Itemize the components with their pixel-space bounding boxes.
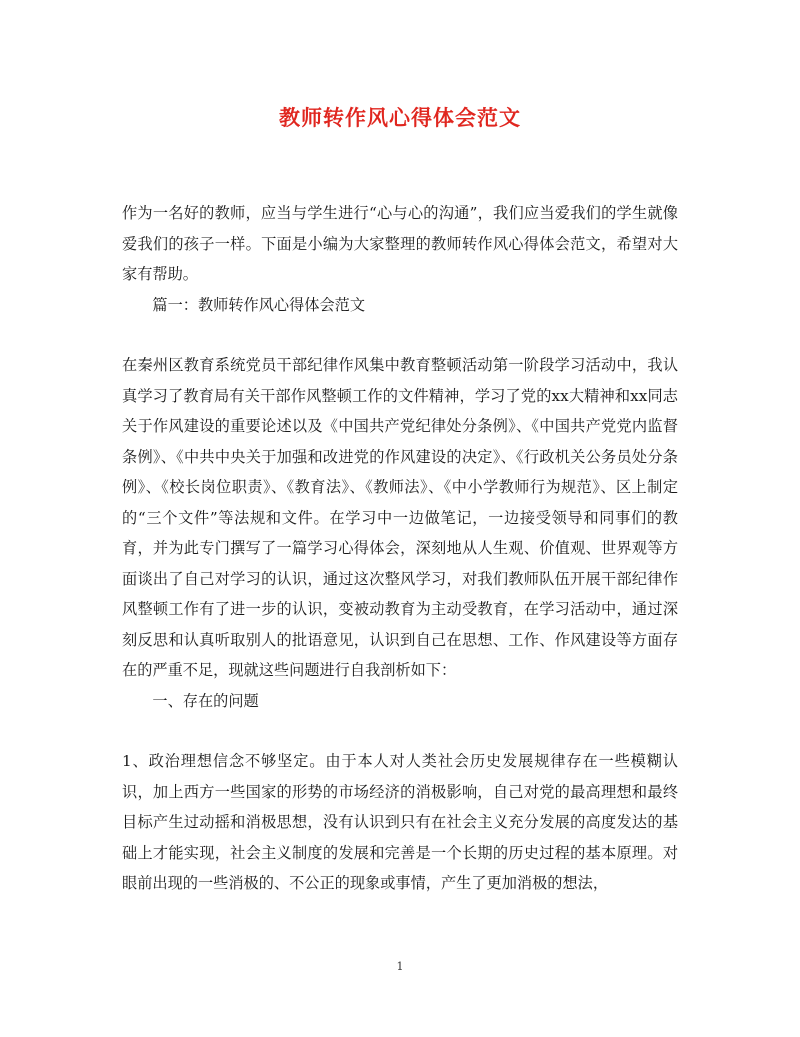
page-title: 教师转作风心得体会范文 <box>279 106 521 130</box>
intro-paragraph: 作为一名好的教师，应当与学生进行“心与心的沟通”，我们应当爱我们的学生就像爱我们的孩子一样。下面是小编为大家整理的教师转作风心得体会范文，希望对大家有帮助。 <box>122 204 678 283</box>
subheading: 一、存在的问题 <box>152 691 259 710</box>
spacer <box>122 320 678 350</box>
page-number: 1 <box>396 960 404 973</box>
body-paragraph: 在秦州区教育系统党员干部纪律作风集中教育整顿活动第一阶段学习活动中，我认真学习了教育局有关干部作风整顿工作的文件精神，学习了党的xx大精神和xx同志关于作风建设的重要论述以及《中国共产党纪律处分条例》、《中国共产党党内监督条例》、《中共中央关于加强和改进党的作风建设的决定》、《行政机关公务员处分条例》、《校长岗位职责》、《教育法》、《教师法》、《中小学教师行为规范》、区上制定的“三个文件”等法规和文件。在学习中一边做笔记，一边接受领导和同事们的教育，并为此专门撰写了一篇学习心得体会，深刻地从人生观、价值观、世界观等方面谈出了自己对学习的认识，通过这次整风学习，对我们教师队伍开展干部纪律作风整顿工作有了进一步的认识，变被动教育为主动受教育，在学习活动中，通过深刻反思和认真听取别人的批语意见，认识到自己在思想、工作、作风建设等方面存在的严重不足，现就这些问题进行自我剖析如下： <box>122 356 678 679</box>
spacer <box>122 716 678 746</box>
section-heading: 篇一：教师转作风心得体会范文 <box>152 295 366 314</box>
document-body <box>122 198 678 899</box>
body-paragraph: 1、政治理想信念不够坚定。由于本人对人类社会历史发展规律存在一些模糊认识，加上西方一些国家的形势的市场经济的消极影响，自己对党的最高理想和最终目标产生过动摇和消极思想，没有认识到只有在社会主义充分发展的高度发达的基础上才能实现，社会主义制度的发展和完善是一个长期的历史过程的基本原理。对眼前出现的一些消极的、不公正的现象或事情，产生了更加消极的想法， <box>122 752 678 892</box>
